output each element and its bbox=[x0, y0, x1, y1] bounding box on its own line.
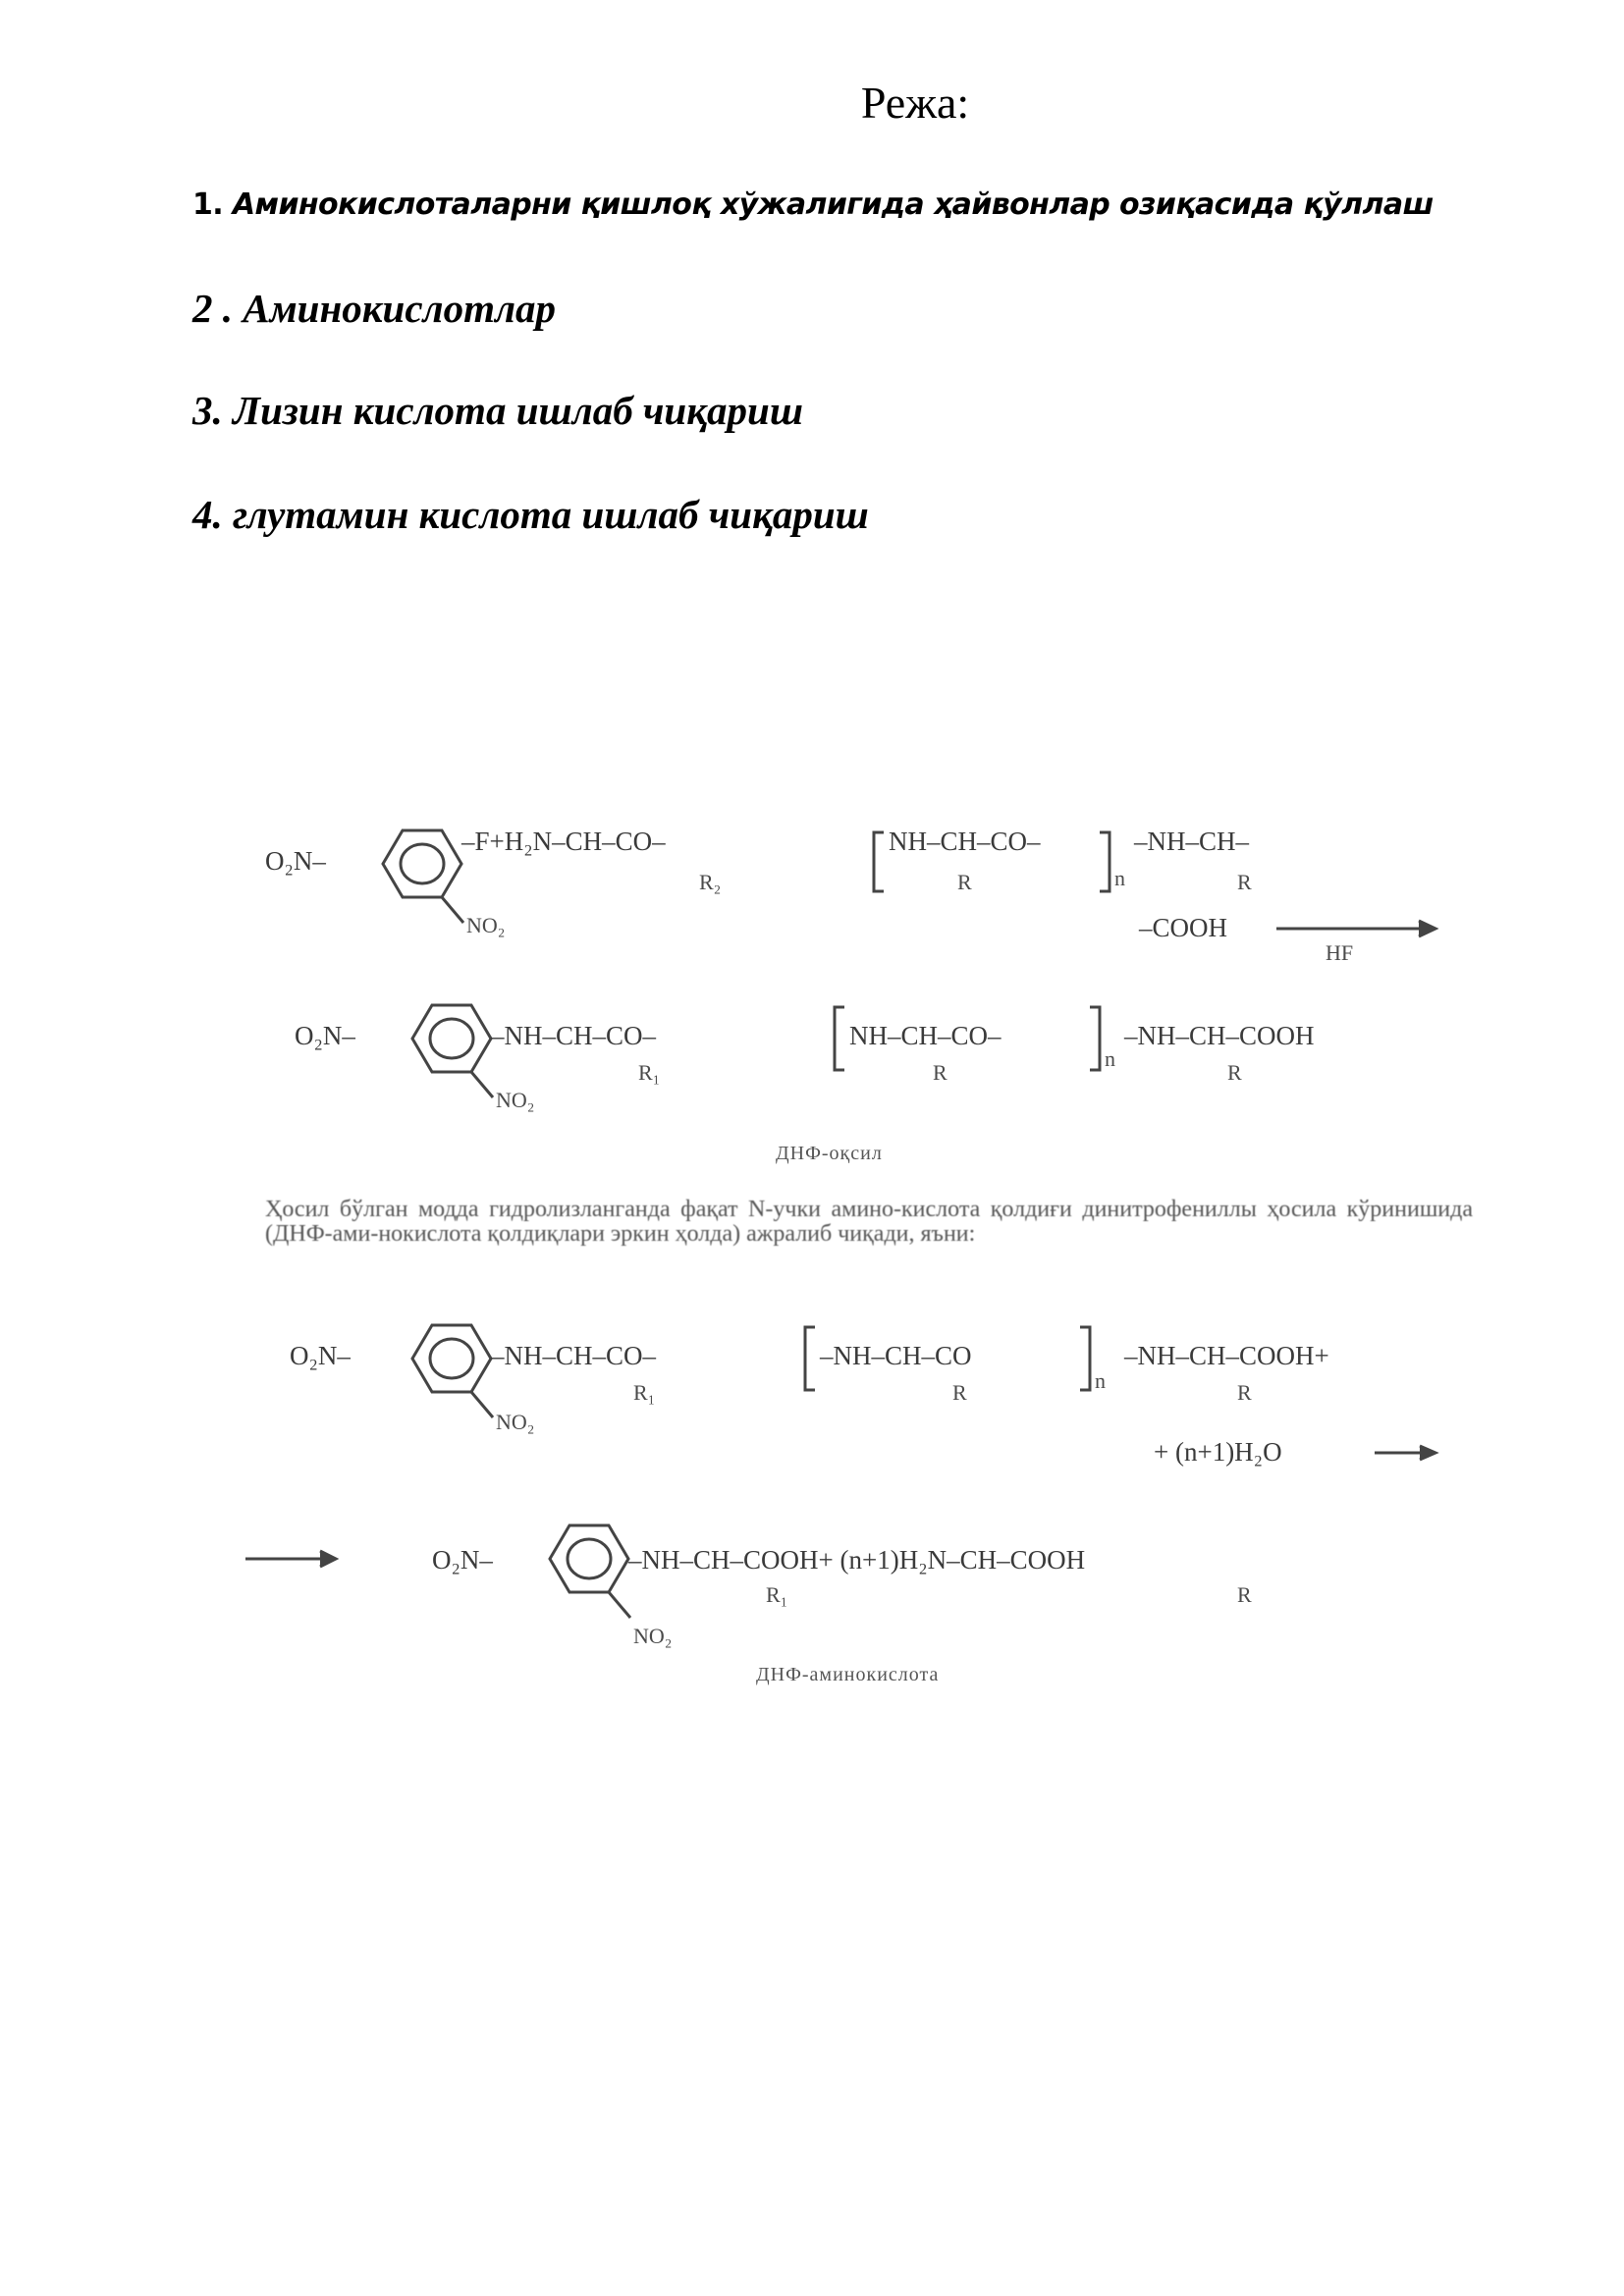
r1-reagent: –F+H₂N–CH–CO– bbox=[461, 827, 666, 856]
plan-item-2: 2 . Аминокислотлар bbox=[192, 286, 557, 331]
r2-nitro: NO₂ bbox=[496, 1088, 535, 1112]
r3-r1: R₁ bbox=[633, 1380, 656, 1405]
r3-n: n bbox=[1095, 1368, 1106, 1393]
r1-cooh: –COOH bbox=[1139, 913, 1228, 942]
r1-terminal: –NH–CH– bbox=[1134, 827, 1250, 856]
r2-chain: –NH–CH–CO– bbox=[491, 1021, 657, 1050]
reaction-arrow-1-head bbox=[1419, 921, 1435, 936]
r2-o2n: O₂N– bbox=[295, 1021, 355, 1050]
benzene-ring-4-circle bbox=[568, 1539, 611, 1578]
r4-o2n: O₂N– bbox=[432, 1545, 493, 1575]
bracket-3-right bbox=[1080, 1327, 1090, 1390]
r3-chain: –NH–CH–CO– bbox=[491, 1341, 657, 1370]
r1-o2n: O₂N– bbox=[265, 846, 326, 876]
plan-item-3: 3. Лизин кислота ишлаб чиқариш bbox=[192, 388, 803, 433]
r4-caption: ДНФ-аминокислота bbox=[756, 1664, 940, 1685]
plan-item-1 bbox=[192, 187, 1434, 222]
r1-repeat-unit: NH–CH–CO– bbox=[889, 827, 1041, 856]
bracket-2-right bbox=[1090, 1007, 1100, 1070]
benzene-ring-2-circle bbox=[430, 1019, 473, 1058]
r1-n: n bbox=[1114, 866, 1125, 890]
bracket-1-left bbox=[874, 832, 884, 891]
bracket-3-left bbox=[805, 1327, 815, 1390]
r2-r-b: R bbox=[1227, 1060, 1242, 1085]
r3-nitro: NO₂ bbox=[496, 1410, 535, 1434]
reaction-scheme bbox=[245, 775, 1473, 1708]
r4-nitro: NO₂ bbox=[633, 1624, 673, 1648]
benzene-ring-3 bbox=[412, 1325, 491, 1392]
r2-terminal: –NH–CH–COOH bbox=[1124, 1021, 1315, 1050]
r2-caption: ДНФ-оқсил bbox=[776, 1143, 883, 1164]
r2-r1: R₁ bbox=[638, 1060, 661, 1085]
ring-4-nitro-bond bbox=[609, 1592, 630, 1618]
plan-item-1-number: 1. bbox=[192, 187, 224, 222]
scheme-paragraph: Ҳосил бўлган модда гидролизланганда фақат N-учки амино-кислота қолдиғи динитрофениллы ҳосила кўринишида (ДНФ-ами-нокислота қолдиқлари эркин ҳолда) ажралиб чиқади, яъни: bbox=[265, 1197, 1473, 1247]
ring-2-nitro-bond bbox=[471, 1072, 493, 1097]
benzene-ring-1-circle bbox=[401, 844, 444, 883]
r2-repeat-unit: NH–CH–CO– bbox=[849, 1021, 1001, 1050]
r1-r-b: R bbox=[1237, 870, 1252, 894]
ring-1-nitro-bond bbox=[442, 897, 463, 923]
benzene-ring-3-circle bbox=[430, 1339, 473, 1378]
r1-nitro: NO₂ bbox=[466, 913, 506, 937]
r3-water: + (n+1)H₂O bbox=[1154, 1437, 1282, 1467]
r1-hf: HF bbox=[1326, 940, 1354, 965]
bracket-1-right bbox=[1100, 832, 1110, 891]
r3-repeat-unit: –NH–CH–CO bbox=[820, 1341, 972, 1370]
r2-n: n bbox=[1105, 1046, 1115, 1071]
r4-products: –NH–CH–COOH+ (n+1)H₂N–CH–COOH bbox=[628, 1545, 1086, 1575]
benzene-ring-4 bbox=[550, 1525, 628, 1592]
plan-item-1-text: Аминокислоталарни қишлоқ хўжалигида ҳайвонлар озиқасида қўллаш bbox=[223, 187, 1434, 222]
r1-r-a: R bbox=[957, 870, 972, 894]
r3-terminal: –NH–CH–COOH+ bbox=[1124, 1341, 1329, 1370]
r4-r: R bbox=[1237, 1582, 1252, 1607]
r3-o2n: O₂N– bbox=[290, 1341, 351, 1370]
ring-3-nitro-bond bbox=[471, 1392, 493, 1417]
benzene-ring-2 bbox=[412, 1005, 491, 1072]
r3-r-b: R bbox=[1237, 1380, 1252, 1405]
plan-item-4: 4. глутамин кислота ишлаб чиқариш bbox=[192, 492, 869, 537]
r1-r2: R₂ bbox=[699, 870, 722, 894]
r3-r-a: R bbox=[952, 1380, 967, 1405]
benzene-ring-1 bbox=[383, 830, 461, 897]
reaction-arrow-3-head bbox=[320, 1551, 336, 1567]
reaction-arrow-2-head bbox=[1420, 1446, 1435, 1460]
r4-r1: R₁ bbox=[766, 1582, 788, 1607]
r2-r-a: R bbox=[933, 1060, 947, 1085]
page-title: Режа: bbox=[860, 78, 970, 128]
bracket-2-left bbox=[835, 1007, 844, 1070]
